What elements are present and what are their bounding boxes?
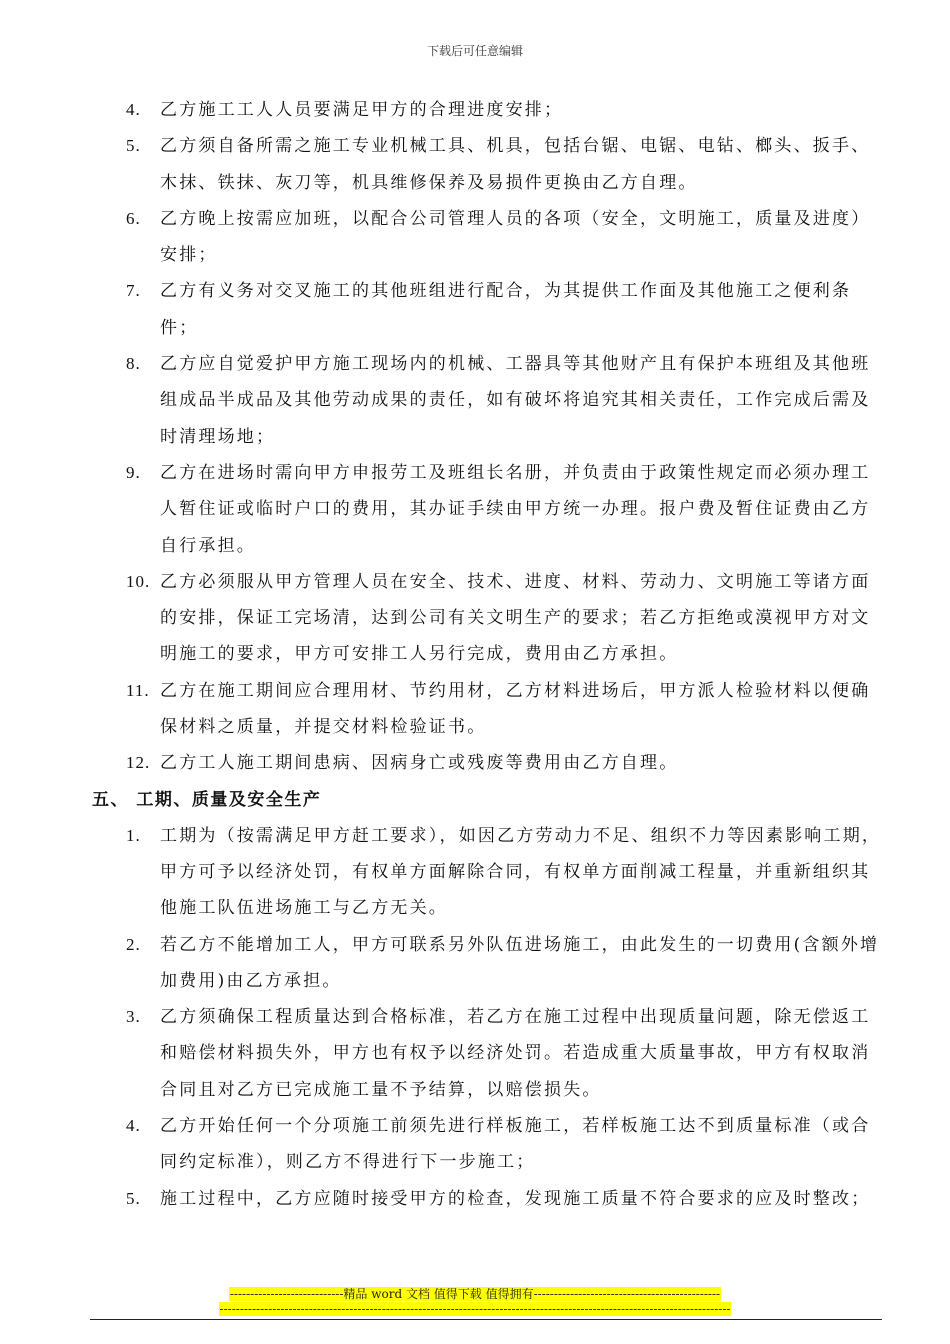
item-text: 乙方须自备所需之施工专业机械工具、机具，包括台锯、电锯、电钻、榔头、扳手、木抹、铁抹、灰刀等，机具维修保养及易损件更换由乙方自理。 (160, 136, 871, 193)
list-item (0, 564, 950, 673)
document-body (0, 92, 950, 1217)
item-text: 施工过程中，乙方应随时接受甲方的检查，发现施工质量不符合要求的应及时整改； (160, 1188, 871, 1209)
item-text: 若乙方不能增加工人，甲方可联系另外队伍进场施工，由此发生的一切费用(含额外增加费用)由乙方承担。 (160, 934, 880, 991)
list-item (0, 1181, 950, 1217)
footer-dash-text: ------------------------------------------------------------------------------------------------------------------------------ (219, 1302, 731, 1316)
list-item (0, 455, 950, 564)
item-text: 乙方施工工人人员要满足甲方的合理进度安排； (160, 100, 564, 120)
list-item (0, 673, 950, 746)
item-text: 乙方须确保工程质量达到合格标准，若乙方在施工过程中出现质量问题，除无偿返工和赔偿材料损失外，甲方也有权予以经济处罚。若造成重大质量事故，甲方有权取消合同且对乙方已完成施工量不予结算，以赔偿损失。 (160, 1007, 871, 1100)
item-number: 6. (126, 208, 141, 228)
item-number: 5. (126, 136, 141, 156)
item-text: 工期为（按需满足甲方赶工要求），如因乙方劳动力不足、组织不力等因素影响工期，甲方可予以经济处罚，有权单方面解除合同，有权单方面削减工程量，并重新组织其他施工队伍进场施工与乙方无关。 (160, 825, 882, 919)
item-number: 3. (126, 1007, 141, 1027)
footer-banner-text: ----------------------------精品 word 文档 值得下载 值得拥有---------------------------------------------- (229, 1287, 721, 1301)
item-text: 乙方必须服从甲方管理人员在安全、技术、进度、材料、劳动力、文明施工等诸方面的安排，保证工完场清，达到公司有关文明生产的要求；若乙方拒绝或漠视甲方对文明施工的要求，甲方可安排工人另行完成，费用由乙方承担。 (160, 571, 871, 665)
list-item (0, 999, 950, 1108)
item-number: 5. (126, 1188, 141, 1208)
item-number: 9. (126, 462, 141, 482)
item-text: 乙方工人施工期间患病、因病身亡或残废等费用由乙方自理。 (160, 753, 679, 774)
footer-banner (0, 1287, 950, 1301)
list-item (0, 128, 950, 201)
header-note: 下载后可任意编辑 (426, 44, 523, 58)
item-number: 11. (126, 680, 150, 700)
item-text: 乙方开始任何一个分项施工前须先进行样板施工，若样板施工达不到质量标准（或合同约定标准），则乙方不得进行下一步施工； (160, 1116, 871, 1173)
item-number: 2. (126, 934, 141, 954)
item-text: 乙方应自觉爱护甲方施工现场内的机械、工器具等其他财产且有保护本班组及其他班组成品半成品及其他劳动成果的责任，如有破坏将追究其相关责任，工作完成后需及时清理场地； (160, 354, 871, 447)
item-number: 8. (126, 354, 141, 374)
list-item (0, 92, 950, 128)
footer-rule (90, 1319, 882, 1320)
item-number: 12. (126, 753, 151, 773)
list-item (0, 1108, 950, 1181)
section-heading: 五、 工期、质量及安全生产 (92, 789, 322, 810)
list-item (0, 818, 950, 927)
list-item (0, 201, 950, 274)
item-text: 乙方在进场时需向甲方申报劳工及班组长名册，并负责由于政策性规定而必须办理工人暂住证或临时户口的费用，其办证手续由甲方统一办理。报户费及暂住证费由乙方自行承担。 (160, 462, 871, 556)
item-number: 4. (126, 1116, 141, 1136)
item-number: 10. (126, 571, 151, 591)
item-number: 4. (126, 100, 141, 119)
list-item (0, 273, 950, 346)
item-number: 7. (126, 281, 141, 301)
footer-dash-line (0, 1302, 950, 1316)
item-text: 乙方晚上按需应加班，以配合公司管理人员的各项（安全，文明施工，质量及进度）安排； (160, 208, 871, 266)
item-text: 乙方有义务对交叉施工的其他班组进行配合，为其提供工作面及其他施工之便利条件； (160, 281, 852, 338)
item-text: 乙方在施工期间应合理用材、节约用材，乙方材料进场后，甲方派人检验材料以便确保材料之质量，并提交材料检验证书。 (160, 680, 871, 738)
item-number: 1. (126, 825, 141, 845)
list-item (0, 927, 950, 1000)
list-item (0, 745, 950, 781)
list-item (0, 346, 950, 455)
